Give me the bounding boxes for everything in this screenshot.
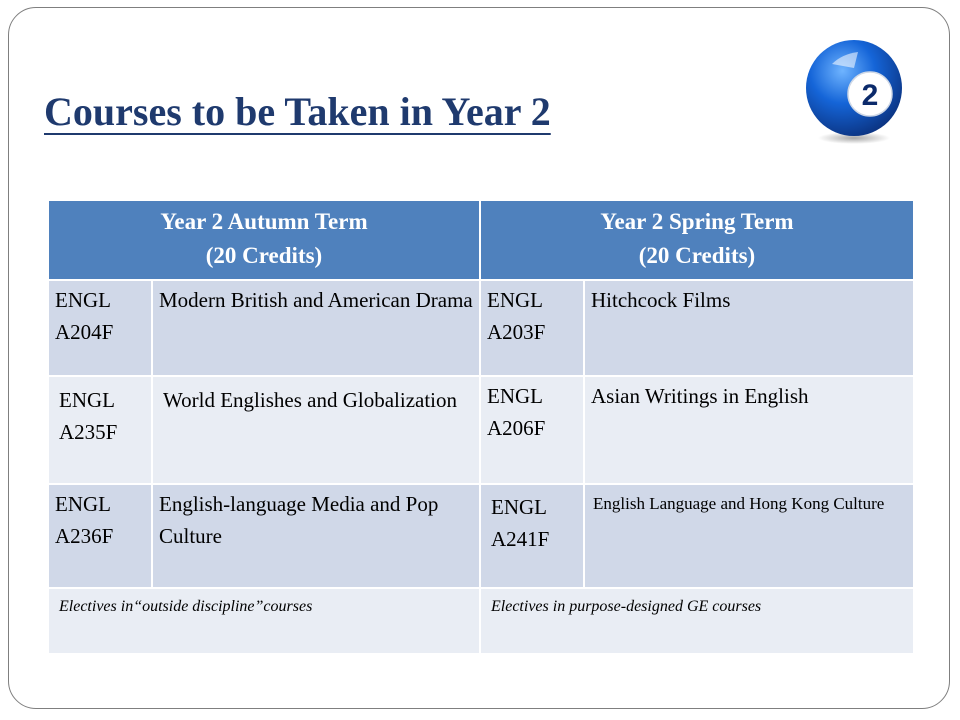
slide-title: Courses to be Taken in Year 2 xyxy=(44,89,551,134)
ball-number: 2 xyxy=(861,79,879,112)
autumn-term-header xyxy=(48,200,480,280)
table-row xyxy=(48,280,914,376)
course-name: Asian Writings in English xyxy=(584,376,914,484)
spring-term-credits: (20 Credits) xyxy=(638,243,756,268)
table-row xyxy=(48,484,914,588)
course-code: ENGL A236F xyxy=(48,484,152,588)
course-code: ENGL A235F xyxy=(48,376,152,484)
course-code: ENGL A203F xyxy=(480,280,584,376)
course-name: English Language and Hong Kong Culture xyxy=(584,484,914,588)
course-name: World Englishes and Globalization xyxy=(152,376,480,484)
table-row xyxy=(48,376,914,484)
autumn-electives: Electives in“outside discipline”courses xyxy=(48,588,480,654)
autumn-term-credits: (20 Credits) xyxy=(205,243,323,268)
electives-row xyxy=(48,588,914,654)
spring-term-title: Year 2 Spring Term xyxy=(600,209,794,234)
spring-electives: Electives in purpose-designed GE courses xyxy=(480,588,914,654)
courses-table xyxy=(47,199,915,655)
spring-term-header xyxy=(480,200,914,280)
number-ball-icon xyxy=(802,36,908,146)
autumn-term-title: Year 2 Autumn Term xyxy=(160,209,368,234)
course-code: ENGL A241F xyxy=(480,484,584,588)
course-name: Modern British and American Drama xyxy=(152,280,480,376)
course-name: English-language Media and Pop Culture xyxy=(152,484,480,588)
course-name: Hitchcock Films xyxy=(584,280,914,376)
header-row xyxy=(48,200,914,280)
course-code: ENGL A206F xyxy=(480,376,584,484)
course-code: ENGL A204F xyxy=(48,280,152,376)
